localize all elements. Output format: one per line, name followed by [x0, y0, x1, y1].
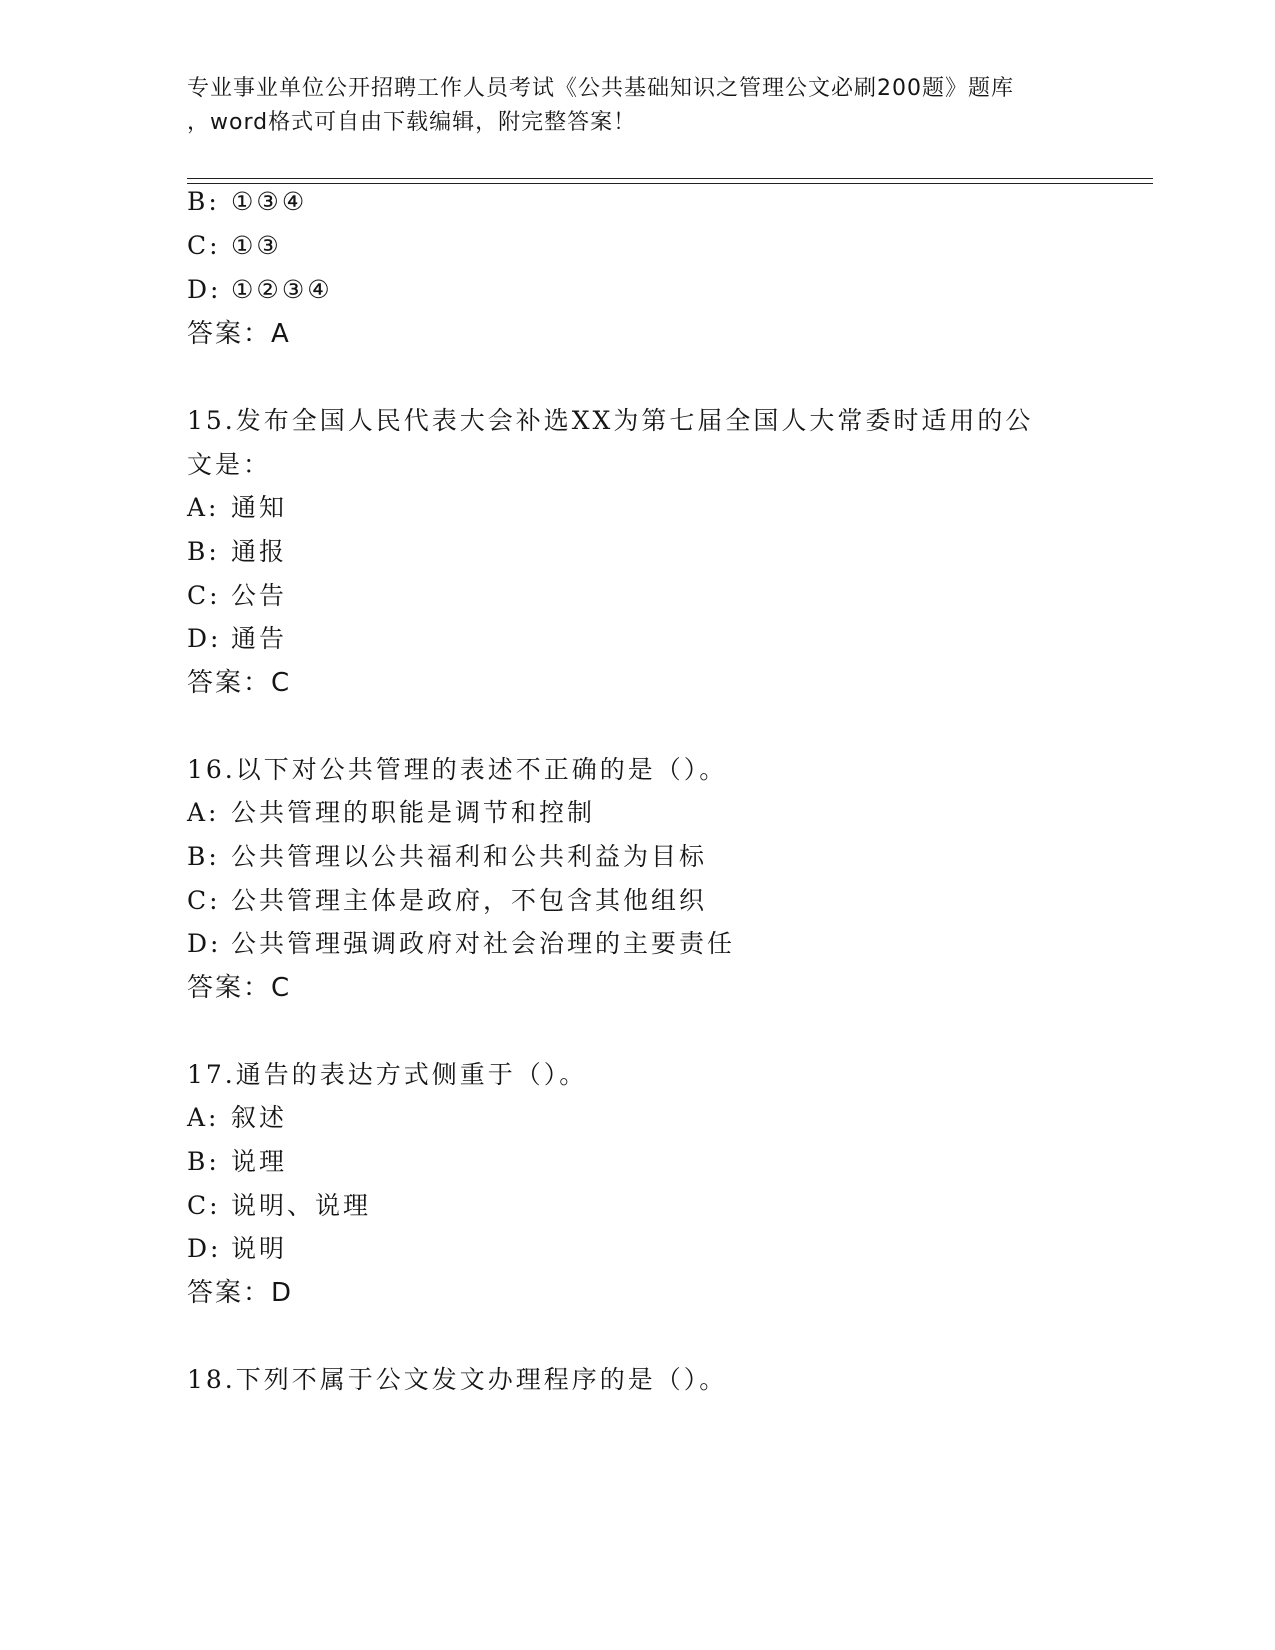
option-prefix: D:: [187, 929, 222, 958]
header-divider-top: [187, 178, 1153, 179]
header-divider-bottom: [187, 183, 1153, 184]
option-text: 公共管理的职能是调节和控制: [231, 798, 596, 827]
option-d: [187, 1232, 287, 1266]
option-text: 公共管理以公共福利和公共利益为目标: [231, 842, 708, 871]
option-c: [187, 1189, 371, 1223]
answer-line: 答案：D: [187, 1278, 294, 1308]
header-title-line-1: 专业事业单位公开招聘工作人员考试《公共基础知识之管理公文必刷200题》题库: [187, 76, 1014, 101]
option-prefix: B:: [187, 842, 220, 871]
option-a: [187, 796, 595, 830]
option-text: ①②③④: [231, 275, 333, 304]
option-text: 通报: [231, 537, 288, 566]
answer-line: 答案：C: [187, 973, 292, 1003]
question-stem: 18.下列不属于公文发文办理程序的是（）。: [187, 1365, 728, 1394]
option-c: [187, 579, 287, 613]
option-prefix: B:: [187, 537, 220, 566]
option-b: [187, 840, 707, 874]
option-d: [187, 927, 735, 961]
option-text: 公告: [231, 581, 288, 610]
option-prefix: C:: [187, 1191, 221, 1220]
option-c: [187, 229, 282, 263]
option-text: 通告: [231, 624, 288, 653]
document-header: [187, 72, 1087, 140]
option-text: ①③: [231, 231, 282, 260]
option-prefix: C:: [187, 581, 221, 610]
answer-line: 答案：A: [187, 319, 291, 349]
question-stem: 17.通告的表达方式侧重于（）。: [187, 1060, 588, 1089]
question-stem: 15.发布全国人民代表大会补选XX为第七届全国人大常委时适用的公: [187, 406, 1034, 435]
option-text: 说理: [231, 1147, 288, 1176]
option-c: [187, 884, 707, 918]
option-prefix: A:: [187, 1103, 220, 1132]
option-text: 公共管理强调政府对社会治理的主要责任: [231, 929, 736, 958]
option-prefix: B:: [187, 187, 220, 216]
option-prefix: D:: [187, 624, 222, 653]
question-stem-continued: 文是：: [187, 450, 272, 479]
option-text: 说明: [231, 1234, 288, 1263]
option-text: 通知: [231, 493, 288, 522]
option-prefix: C:: [187, 231, 221, 260]
option-text: 叙述: [231, 1103, 288, 1132]
option-b: [187, 185, 307, 219]
option-d: [187, 273, 333, 307]
option-d: [187, 622, 287, 656]
option-prefix: B:: [187, 1147, 220, 1176]
option-text: 公共管理主体是政府，不包含其他组织: [231, 886, 708, 915]
option-b: [187, 1145, 287, 1179]
question-stem: 16.以下对公共管理的表述不正确的是（）。: [187, 755, 728, 784]
answer-line: 答案：C: [187, 668, 292, 698]
option-a: [187, 1101, 287, 1135]
option-b: [187, 535, 287, 569]
option-prefix: D:: [187, 1234, 222, 1263]
option-prefix: D:: [187, 275, 222, 304]
option-text: 说明、说理: [231, 1191, 372, 1220]
option-prefix: C:: [187, 886, 221, 915]
option-prefix: A:: [187, 493, 220, 522]
header-title-line-2: ，word格式可自由下载编辑，附完整答案！: [187, 110, 637, 135]
option-a: [187, 491, 287, 525]
option-text: ①③④: [231, 187, 308, 216]
option-prefix: A:: [187, 798, 220, 827]
